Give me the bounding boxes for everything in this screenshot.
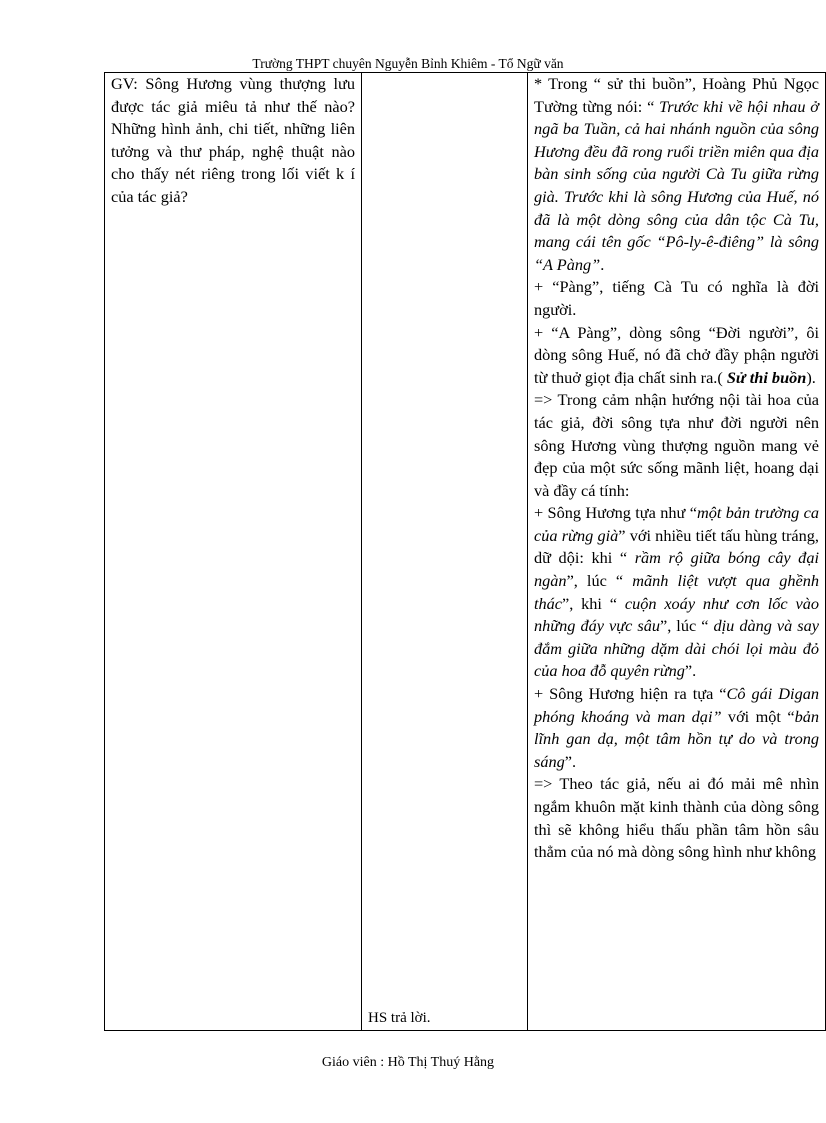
teacher-question-cell — [105, 73, 362, 1031]
text-run: => Trong cảm nhận hướng nội tài hoa của tác giả, đời sông tựa như đời người nên sông Hương vùng thượng nguồn mang vẻ đẹp của một sức sống mãnh liệt, hoang dại và đầy cá tính: — [534, 390, 819, 500]
table-row — [105, 73, 826, 1031]
text-run: Cô gái Digan phóng khoáng và man dại” — [534, 684, 819, 726]
content-paragraphs — [534, 73, 819, 864]
content-paragraph — [534, 773, 819, 863]
content-paragraph — [534, 502, 819, 683]
text-run: ”. — [564, 751, 577, 771]
content-paragraph — [534, 683, 819, 773]
text-run: ” với nhiều tiết tấu hùng tráng, dữ dội: khi “ — [534, 525, 819, 568]
text-run: => Theo tác giả, nếu ai đó mải mê nhìn ngắm khuôn mặt kinh thành của dòng sông thì sẽ không hiểu thấu phần tâm hồn sâu thẳm của nó mà dòng sông hình như không — [534, 774, 819, 862]
text-run: ). — [806, 367, 816, 387]
text-run: ”, khi “ — [562, 593, 625, 613]
content-paragraph — [534, 389, 819, 502]
text-run: dịu dàng và say đắm giữa những dặm dài chói lọi màu đỏ của hoa đỗ quyên rừng — [534, 616, 819, 681]
text-run: ”, lúc “ — [566, 571, 633, 591]
lesson-table — [104, 72, 826, 1031]
text-run: bản lĩnh gan dạ, một tâm hồn tự do và trong sáng — [534, 706, 819, 771]
text-run: * Trong “ sử thi buồn”, Hoàng Phủ Ngọc Tường từng nói: “ — [534, 74, 819, 116]
text-run: rầm rộ giữa bóng cây đại ngàn — [534, 548, 819, 591]
text-run: + Sông Hương tựa như “ — [534, 503, 697, 523]
text-run: + “Pàng”, tiếng Cà Tu có nghĩa là đời người. — [534, 277, 819, 319]
text-run: cuộn xoáy như cơn lốc vào những đáy vực sâu — [534, 593, 819, 636]
text-run: với một “ — [721, 706, 795, 726]
text-run: ”. — [684, 661, 697, 681]
student-activity-cell — [362, 73, 528, 1031]
content-paragraph — [534, 276, 819, 321]
teacher-question-text: GV: Sông Hương vùng thượng lưu được tác giả miêu tả như thế nào? Những hình ảnh, chi tiết, những liên tưởng và thư pháp, nghệ thuật nào cho thấy nét riêng trong lối viết k í của tác giả? — [111, 74, 355, 206]
text-run: Trước khi về hội nhau ở ngã ba Tuần, cả hai nhánh nguồn của sông Hương đều đã rong ruổi triền miên qua địa bàn sinh sống của người Cà Tu giữa rừng già. Trước khi là sông Hương của Huế, nó đã là một dòng sông của dân tộc Cà Tu, mang cái tên gốc “Pô-ly-ê-điêng” là sông “A Pàng” — [534, 96, 819, 274]
content-paragraph — [534, 73, 819, 276]
page-header: Trường THPT chuyên Nguyễn Bỉnh Khiêm - Tổ Ngữ văn — [252, 56, 564, 71]
text-run: Sử thi buồn — [726, 367, 807, 387]
text-run: . — [600, 254, 605, 274]
page-footer: Giáo viên : Hồ Thị Thuý Hằng — [321, 1055, 495, 1070]
text-run: + “A Pàng”, dòng sông “Đời người”, ôi dòng sông Huế, nó đã chở đầy phận người từ thuở giọt địa chất sinh ra.( — [534, 322, 819, 387]
text-run: mãnh liệt vượt qua ghềnh thác — [534, 571, 819, 613]
content-cell — [528, 73, 826, 1031]
text-run: ”, lúc “ — [659, 616, 714, 636]
content-paragraph — [534, 322, 819, 390]
text-run: + Sông Hương hiện ra tựa “ — [534, 684, 727, 704]
student-activity-text: HS trả lời. — [368, 1010, 431, 1026]
text-run: một bản trường ca của rừng già — [534, 503, 819, 545]
